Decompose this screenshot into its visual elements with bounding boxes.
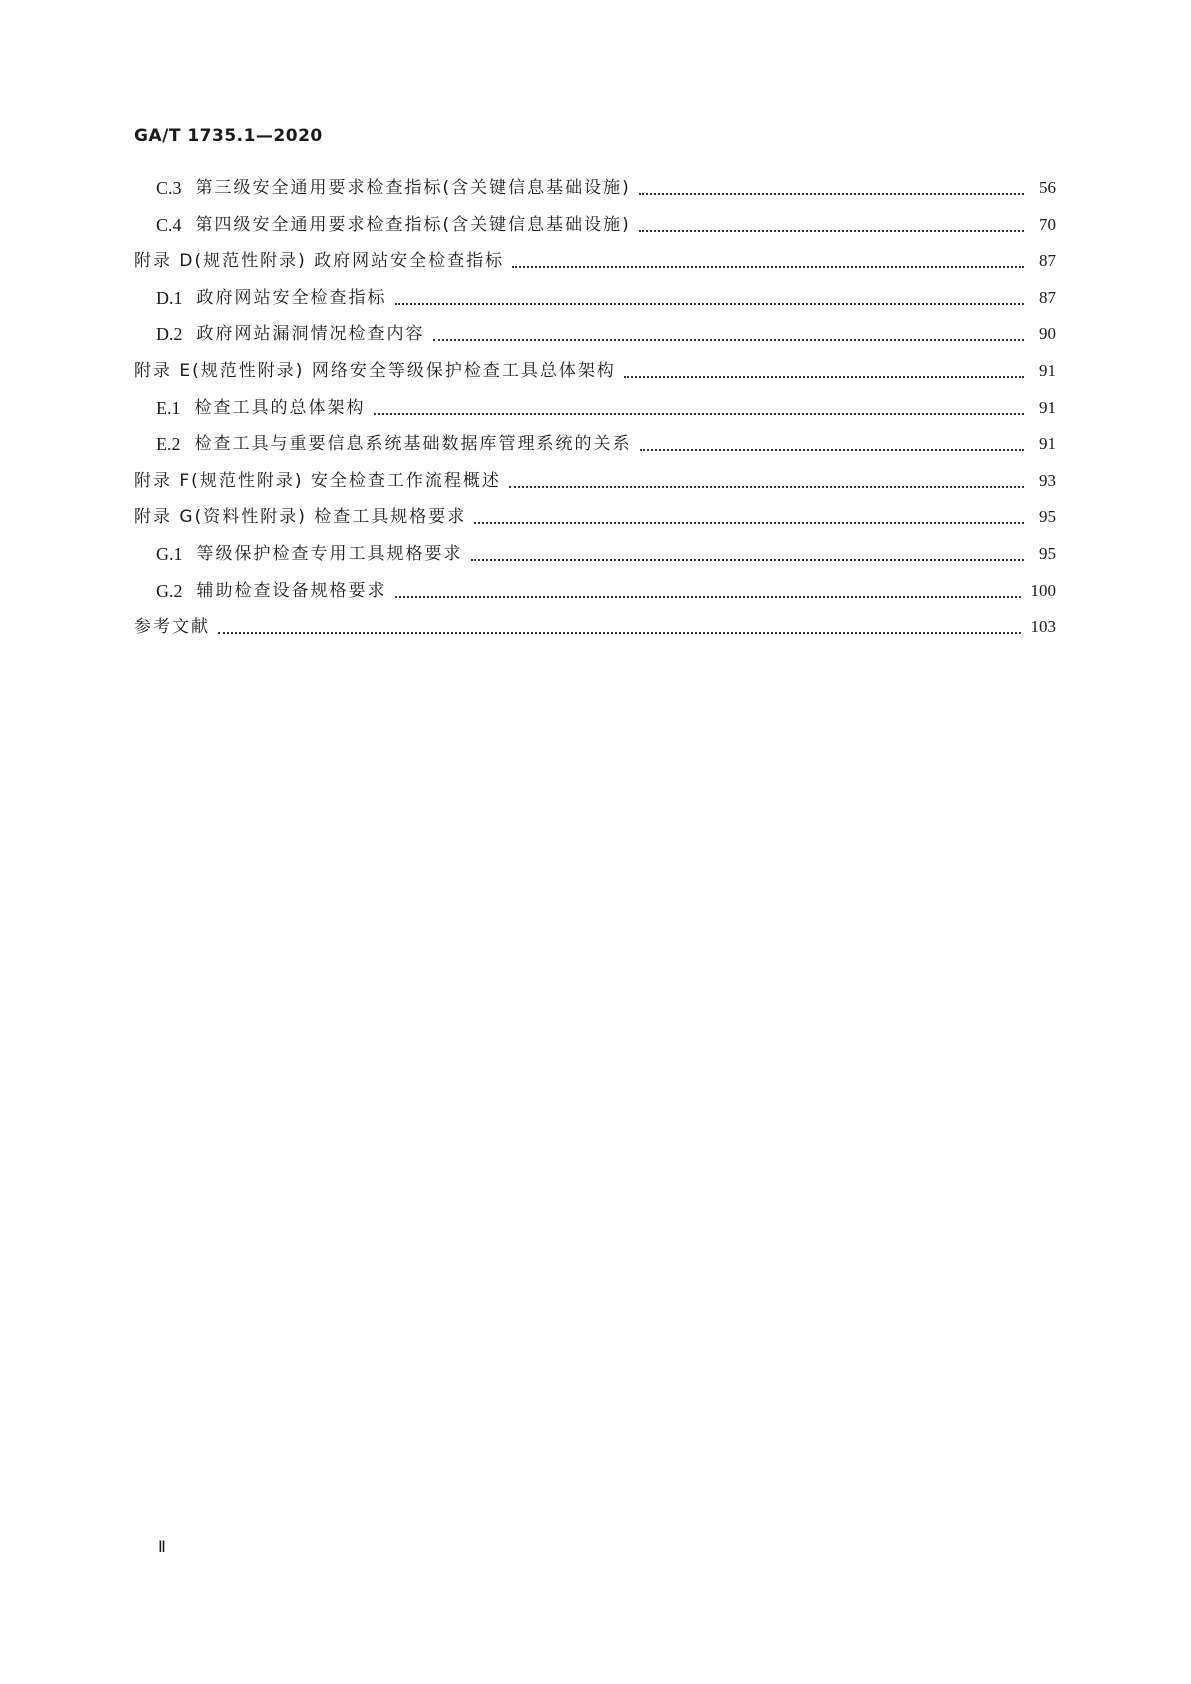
toc-entry-title: 第四级安全通用要求检查指标(含关键信息基础设施) <box>195 214 631 235</box>
toc-entry[interactable] <box>134 213 1056 250</box>
toc-entry[interactable] <box>134 249 1056 286</box>
toc-entry-page: 90 <box>1039 324 1056 344</box>
toc-entry-page: 103 <box>1030 617 1056 637</box>
toc-entry-number: E.2 <box>156 434 181 455</box>
toc-entry[interactable] <box>134 505 1056 542</box>
toc-entry-page: 91 <box>1039 360 1056 380</box>
toc-dot-leader <box>474 505 1024 524</box>
table-of-contents <box>134 176 1056 652</box>
toc-entry-page: 91 <box>1039 397 1056 417</box>
toc-entry-title: 附录 E(规范性附录) 网络安全等级保护检查工具总体架构 <box>134 360 616 381</box>
toc-dot-leader <box>374 396 1025 415</box>
toc-entry[interactable] <box>134 359 1056 396</box>
toc-entry-page: 93 <box>1039 470 1056 490</box>
toc-entry-number: G.1 <box>156 543 183 564</box>
toc-dot-leader <box>395 286 1025 305</box>
toc-dot-leader <box>624 359 1024 378</box>
toc-entry-title: 附录 G(资料性附录) 检查工具规格要求 <box>134 507 467 528</box>
toc-entry-number: C.3 <box>156 178 182 198</box>
toc-entry-title: 检查工具的总体架构 <box>194 397 366 418</box>
toc-entry-title: 附录 D(规范性附录) 政府网站安全检查指标 <box>134 251 505 272</box>
toc-entry-number: C.4 <box>156 214 182 235</box>
toc-dot-leader <box>512 249 1024 268</box>
toc-entry[interactable] <box>134 286 1056 323</box>
toc-entry-title: 第三级安全通用要求检查指标(含关键信息基础设施) <box>195 178 631 198</box>
toc-dot-leader <box>509 469 1024 488</box>
toc-dot-leader <box>218 615 1021 634</box>
toc-entry-number: D.2 <box>156 324 183 345</box>
toc-dot-leader <box>640 432 1025 451</box>
toc-entry-title: 参考文献 <box>134 617 210 638</box>
toc-dot-leader <box>639 176 1024 195</box>
toc-entry-page: 70 <box>1039 214 1056 234</box>
toc-entry-title: 等级保护检查专用工具规格要求 <box>196 543 463 564</box>
toc-entry-page: 56 <box>1039 178 1056 197</box>
toc-entry-number: D.1 <box>156 287 183 308</box>
toc-entry[interactable] <box>134 432 1056 469</box>
document-code-header: GA/T 1735.1—2020 <box>134 126 323 146</box>
toc-entry-title: 政府网站安全检查指标 <box>196 287 387 308</box>
toc-entry-page: 95 <box>1039 507 1056 527</box>
toc-entry[interactable] <box>134 322 1056 359</box>
toc-entry-title: 政府网站漏洞情况检查内容 <box>196 324 425 345</box>
toc-entry-title: 辅助检查设备规格要求 <box>196 580 387 601</box>
toc-entry-page: 100 <box>1030 580 1056 600</box>
toc-dot-leader <box>395 579 1021 598</box>
page-number: Ⅱ <box>158 1539 166 1556</box>
toc-entry-title: 检查工具与重要信息系统基础数据库管理系统的关系 <box>194 434 632 455</box>
toc-entry-page: 95 <box>1039 543 1056 563</box>
toc-entry-page: 91 <box>1039 434 1056 454</box>
toc-dot-leader <box>639 213 1024 232</box>
toc-entry[interactable] <box>134 176 1056 213</box>
toc-entry[interactable] <box>134 615 1056 652</box>
toc-entry[interactable] <box>134 396 1056 433</box>
toc-entry-page: 87 <box>1039 251 1056 271</box>
toc-dot-leader <box>433 322 1025 341</box>
toc-entry[interactable] <box>134 469 1056 506</box>
toc-entry-number: G.2 <box>156 580 183 601</box>
toc-entry-title: 附录 F(规范性附录) 安全检查工作流程概述 <box>134 470 501 491</box>
toc-entry-page: 87 <box>1039 287 1056 307</box>
toc-entry-number: E.1 <box>156 397 181 418</box>
toc-entry[interactable] <box>134 579 1056 616</box>
toc-entry[interactable] <box>134 542 1056 579</box>
toc-dot-leader <box>471 542 1025 561</box>
